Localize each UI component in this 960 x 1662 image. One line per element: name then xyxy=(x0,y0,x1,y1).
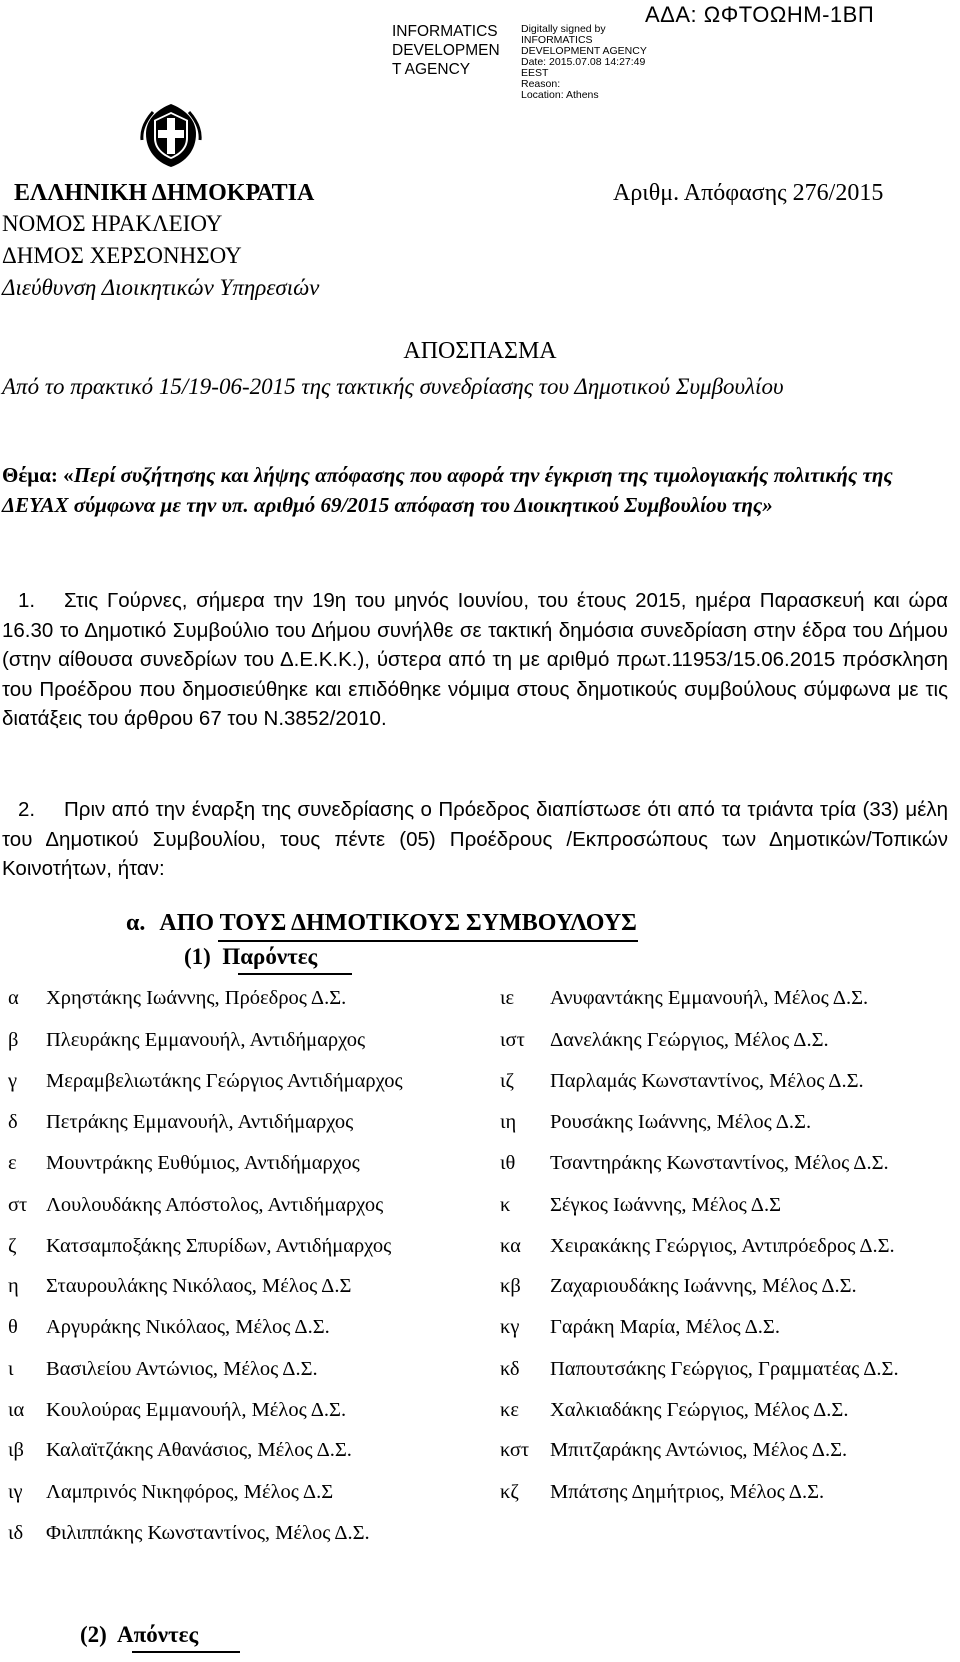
signature-details xyxy=(521,24,647,101)
paragraph-number: 1. xyxy=(18,589,36,612)
state-emblem-icon xyxy=(138,100,204,170)
member-index: κ xyxy=(500,1194,511,1216)
signature-detail-line: DEVELOPMENT AGENCY xyxy=(521,45,647,57)
member-index: α xyxy=(8,987,19,1009)
member-index: ιη xyxy=(500,1111,517,1133)
section-heading xyxy=(126,910,637,937)
member-name-right: Μπιτζαράκης Αντώνιος, Μέλος Δ.Σ. xyxy=(550,1439,848,1461)
signature-detail-line: Reason: xyxy=(521,78,561,90)
member-name-left: Πετράκης Εμμανουήλ, Αντιδήμαρχος xyxy=(46,1111,354,1133)
absent-underline xyxy=(132,1651,240,1653)
member-index: ε xyxy=(8,1152,17,1174)
member-name-right: Γαράκη Μαρία, Μέλος Δ.Σ. xyxy=(550,1316,780,1338)
member-index: γ xyxy=(8,1070,18,1092)
member-name-left: Χρηστάκης Ιωάννης, Πρόεδρος Δ.Σ. xyxy=(46,987,347,1009)
member-name-right: Ζαχαριουδάκης Ιωάννης, Μέλος Δ.Σ. xyxy=(550,1275,857,1297)
extract-title: ΑΠΟΣΠΑΣΜΑ xyxy=(403,338,557,364)
signer-line: T AGENCY xyxy=(392,61,471,78)
member-name-left: Αργυράκης Νικόλαος, Μέλος Δ.Σ. xyxy=(46,1316,330,1338)
member-name-left: Κουλούρας Εμμανουήλ, Μέλος Δ.Σ. xyxy=(46,1399,347,1421)
member-index: ζ xyxy=(8,1235,17,1257)
member-name-right: Μπάτσης Δημήτριος, Μέλος Δ.Σ. xyxy=(550,1481,825,1503)
member-name-right: Ρουσάκης Ιωάννης, Μέλος Δ.Σ. xyxy=(550,1111,812,1133)
prefecture-name: ΝΟΜΟΣ ΗΡΑΚΛΕΙΟΥ xyxy=(2,211,223,236)
member-name-left: Καλαϊτζάκης Αθανάσιος, Μέλος Δ.Σ. xyxy=(46,1439,352,1461)
subject xyxy=(2,460,948,520)
paragraph-2 xyxy=(2,795,948,884)
member-name-left: Σταυρουλάκης Νικόλαος, Μέλος Δ.Σ xyxy=(46,1275,352,1297)
member-index: ι xyxy=(8,1358,14,1380)
signer-name xyxy=(392,22,500,79)
member-name-left: Κατσαμποξάκης Σπυρίδων, Αντιδήμαρχος xyxy=(46,1235,392,1257)
member-index: κδ xyxy=(500,1358,520,1380)
signature-detail-line: Location: Athens xyxy=(521,89,599,101)
signer-line: INFORMATICS xyxy=(392,23,498,40)
section-letter: α. xyxy=(126,910,146,936)
member-name-left: Μουντράκης Ευθύμιος, Αντιδήμαρχος xyxy=(46,1152,360,1174)
member-index: ιζ xyxy=(500,1070,515,1092)
paragraph-number: 2. xyxy=(18,798,36,821)
signature-detail-line: EEST xyxy=(521,67,549,79)
signature-detail-line: Date: 2015.07.08 14:27:49 xyxy=(521,56,646,68)
member-name-right: Δανελάκης Γεώργιος, Μέλος Δ.Σ. xyxy=(550,1029,829,1051)
member-name-right: Παπουτσάκης Γεώργιος, Γραμματέας Δ.Σ. xyxy=(550,1358,899,1380)
member-index: η xyxy=(8,1275,19,1297)
paragraph-text: Πριν από την έναρξη της συνεδρίασης ο Πρόεδρος διαπίστωσε ότι από τα τριάντα τρία (33) μέλη του Δημοτικού Συμβουλίου, τους πέντε (05) Προέδρους /Εκπροσώπους των Δημοτικών/Τοπικών Κοινοτήτων, ήταν: xyxy=(2,798,948,880)
signer-line: DEVELOPMEN xyxy=(392,42,500,59)
section-underline xyxy=(218,940,638,942)
member-index: β xyxy=(8,1029,19,1051)
subject-lead: Θέμα: « xyxy=(2,463,74,487)
member-name-right: Χειρακάκης Γεώργιος, Αντιπρόεδρος Δ.Σ. xyxy=(550,1235,895,1257)
paragraph-text: Στις Γούρνες, σήμερα την 19η του μηνός Ιουνίου, του έτους 2015, ημέρα Παρασκευή και ώρα 16.30 το Δημοτικό Συμβούλιο του Δήμου συνήλθε σε τακτική δημόσια συνεδρίαση στην έδρα του Δήμου (στην αίθουσα συνεδρίων του Δ.Ε.Κ.Κ.), ύστερα από τη με αριθμό πρωτ.11953/15.06.2015 πρόσκληση του Προέδρου που δημοσιεύθηκε και επιδόθηκε νόμιμα στους δημοτικούς συμβούλους σύμφωνα με τις διατάξεις του άρθρου 67 του Ν.3852/2010. xyxy=(2,589,948,730)
member-index: ιγ xyxy=(8,1481,23,1503)
member-name-left: Λαμπρινός Νικηφόρος, Μέλος Δ.Σ xyxy=(46,1481,334,1503)
member-index: στ xyxy=(8,1194,28,1216)
member-name-left: Φιλιππάκης Κωνσταντίνος, Μέλος Δ.Σ. xyxy=(46,1522,370,1544)
minutes-reference: Από το πρακτικό 15/19-06-2015 της τακτικής συνεδρίασης του Δημοτικού Συμβουλίου xyxy=(2,374,784,399)
member-index: ια xyxy=(8,1399,25,1421)
ada-code: ΑΔΑ: ΩΦΤΟΩΗΜ-1ΒΠ xyxy=(645,2,875,27)
present-underline xyxy=(238,973,352,975)
municipality-name: ΔΗΜΟΣ ΧΕΡΣΟΝΗΣΟΥ xyxy=(2,243,242,268)
member-index: ιδ xyxy=(8,1522,24,1544)
member-name-right: Σέγκος Ιωάννης, Μέλος Δ.Σ xyxy=(550,1194,782,1216)
absent-heading: (2) Απόντες xyxy=(80,1622,199,1647)
member-index: ιθ xyxy=(500,1152,516,1174)
member-index: κβ xyxy=(500,1275,521,1297)
state-name: ΕΛΛΗΝΙΚΗ ΔΗΜΟΚΡΑΤΙΑ xyxy=(14,180,315,206)
member-name-right: Παρλαμάς Κωνσταντίνος, Μέλος Δ.Σ. xyxy=(550,1070,864,1092)
signature-detail-line: Digitally signed by xyxy=(521,23,606,35)
member-index: κστ xyxy=(500,1439,530,1461)
directorate-name: Διεύθυνση Διοικητικών Υπηρεσιών xyxy=(2,275,320,300)
member-index: κζ xyxy=(500,1481,519,1503)
present-heading: (1) Παρόντες xyxy=(184,944,318,969)
member-name-left: Πλευράκης Εμμανουήλ, Αντιδήμαρχος xyxy=(46,1029,366,1051)
member-name-right: Ανυφαντάκης Εμμανουήλ, Μέλος Δ.Σ. xyxy=(550,987,869,1009)
member-name-left: Μεραμβελιωτάκης Γεώργιος Αντιδήμαρχος xyxy=(46,1070,403,1092)
member-name-left: Βασιλείου Αντώνιος, Μέλος Δ.Σ. xyxy=(46,1358,318,1380)
member-name-right: Τσαντηράκης Κωνσταντίνος, Μέλος Δ.Σ. xyxy=(550,1152,889,1174)
paragraph-1 xyxy=(2,586,948,734)
member-index: ιστ xyxy=(500,1029,525,1051)
member-name-left: Λουλουδάκης Απόστολος, Αντιδήμαρχος xyxy=(46,1194,384,1216)
member-index: ιε xyxy=(500,987,515,1009)
decision-number: Αριθμ. Απόφασης 276/2015 xyxy=(613,180,884,206)
member-index: κα xyxy=(500,1235,521,1257)
member-index: κε xyxy=(500,1399,519,1421)
member-index: δ xyxy=(8,1111,18,1133)
member-index: ιβ xyxy=(8,1439,24,1461)
subject-text: Περί συζήτησης και λήψης απόφασης που αφορά την έγκριση της τιμολογιακής πολιτικής της ΔΕΥΑΧ σύμφωνα με την υπ. αριθμό 69/2015 απόφαση του Διοικητικού Συμβουλίου της» xyxy=(2,463,893,517)
signature-detail-line: INFORMATICS xyxy=(521,34,593,46)
section-title: ΑΠΟ ΤΟΥΣ ΔΗΜΟΤΙΚΟΥΣ ΣΥΜΒΟΥΛΟΥΣ xyxy=(159,910,637,936)
member-index: θ xyxy=(8,1316,18,1338)
member-index: κγ xyxy=(500,1316,520,1338)
member-name-right: Χαλκιαδάκης Γεώργιος, Μέλος Δ.Σ. xyxy=(550,1399,849,1421)
